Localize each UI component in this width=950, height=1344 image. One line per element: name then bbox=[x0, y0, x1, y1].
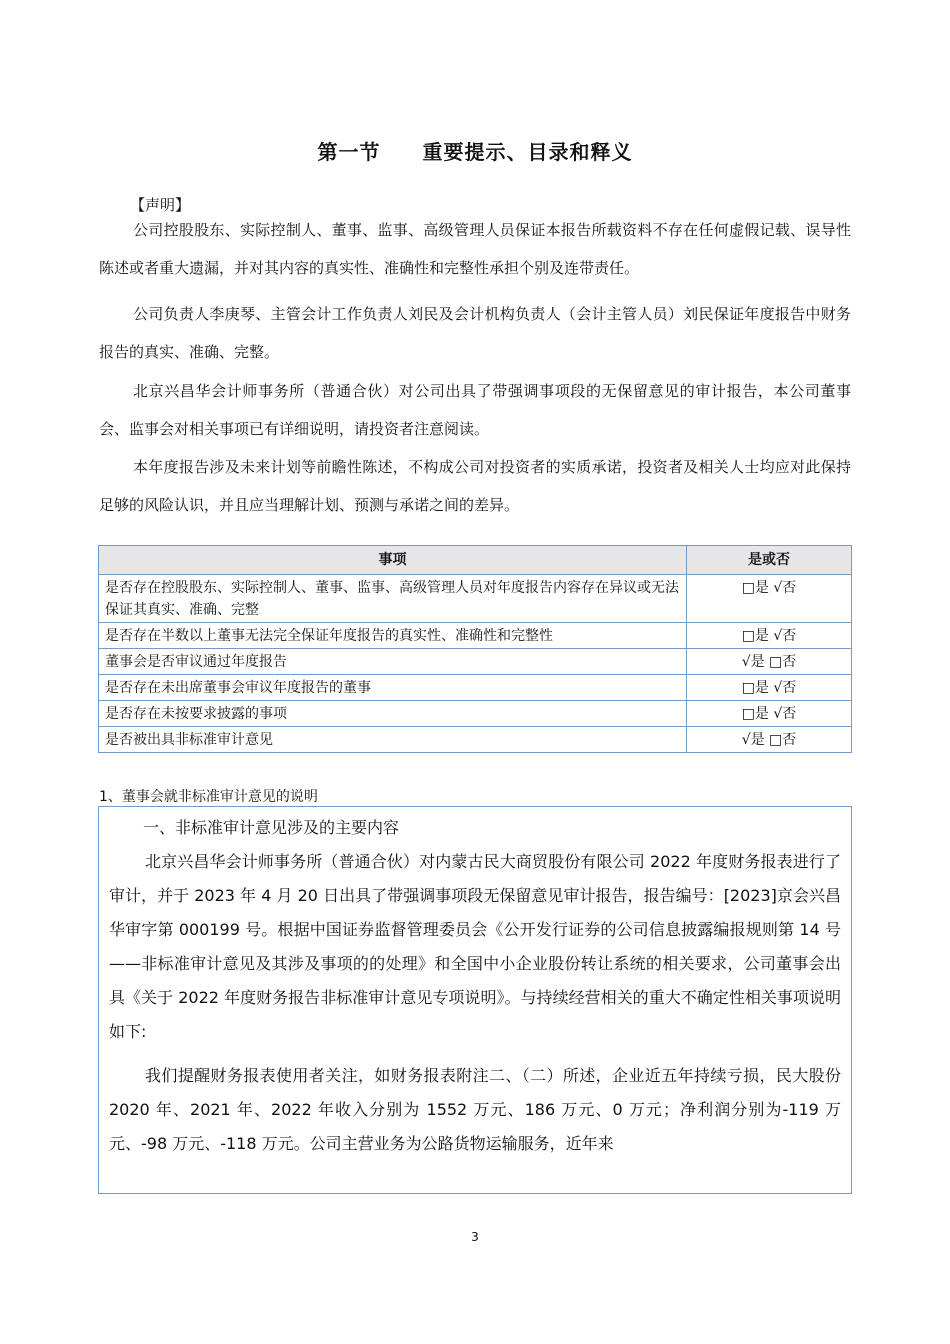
non-standard-opinion-box bbox=[98, 806, 852, 1194]
table-row bbox=[99, 701, 852, 727]
row-answer: √是 □否 bbox=[687, 727, 852, 753]
row-item: 是否被出具非标准审计意见 bbox=[99, 727, 687, 753]
page-title: 第一节 重要提示、目录和释义 bbox=[317, 140, 633, 164]
row-answer: □是 √否 bbox=[687, 623, 852, 649]
header-matter: 事项 bbox=[99, 546, 687, 575]
box-paragraph-audit: 北京兴昌华会计师事务所（普通合伙）对内蒙古民大商贸股份有限公司 2022 年度财务报表进行了审计，并于 2023 年 4 月 20 日出具了带强调事项段无保留意见审计报告，报告编号：[2023]京会兴昌华审字第 000199 号。根据中国证券监督管理委员会《公开发行证券的公司信息披露编报规则第 14 号——非标准审计意见及其涉及事项的的处理》和全国中小企业股份转让系统的相关要求，公司董事会出具《关于 2022 年度财务报告非标准审计意见专项说明》。与持续经营相关的重大不确定性相关事项说明如下: bbox=[109, 852, 841, 1041]
row-item: 是否存在控股股东、实际控制人、董事、监事、高级管理人员对年度报告内容存在异议或无法保证其真实、准确、完整 bbox=[99, 575, 687, 623]
box-paragraph-going-concern: 我们提醒财务报表使用者关注，如财务报表附注二、（二）所述，企业近五年持续亏损，民大股份 2020 年、2021 年、2022 年收入分别为 1552 万元、186 万元、0 万元；净利润分别为-119 万元、-98 万元、-118 万元。公司主营业务为公路货物运输服务，近年来 bbox=[109, 1066, 841, 1153]
header-yes-no: 是或否 bbox=[687, 546, 852, 575]
row-answer: □是 √否 bbox=[687, 675, 852, 701]
row-item: 董事会是否审议通过年度报告 bbox=[99, 649, 687, 675]
table-row bbox=[99, 649, 852, 675]
responsibility-paragraph: 公司负责人李庚琴、主管会计工作负责人刘民及会计机构负责人（会计主管人员）刘民保证年度报告中财务报告的真实、准确、完整。 bbox=[99, 305, 851, 361]
matters-table bbox=[98, 545, 852, 753]
box-subheading: 一、非标准审计意见涉及的主要内容 bbox=[143, 818, 400, 837]
table-header-row bbox=[99, 546, 852, 575]
statement-label: 【声明】 bbox=[130, 196, 191, 214]
audit-paragraph: 北京兴昌华会计师事务所（普通合伙）对公司出具了带强调事项段的无保留意见的审计报告，本公司董事会、监事会对相关事项已有详细说明，请投资者注意阅读。 bbox=[99, 382, 851, 438]
declaration-paragraph: 公司控股股东、实际控制人、董事、监事、高级管理人员保证本报告所载资料不存在任何虚假记载、误导性陈述或者重大遗漏，并对其内容的真实性、准确性和完整性承担个别及连带责任。 bbox=[99, 221, 851, 277]
row-item: 是否存在未出席董事会审议年度报告的董事 bbox=[99, 675, 687, 701]
row-item: 是否存在半数以上董事无法完全保证年度报告的真实性、准确性和完整性 bbox=[99, 623, 687, 649]
forward-looking-paragraph: 本年度报告涉及未来计划等前瞻性陈述，不构成公司对投资者的实质承诺，投资者及相关人士均应对此保持足够的风险认识，并且应当理解计划、预测与承诺之间的差异。 bbox=[99, 458, 851, 514]
table-row bbox=[99, 675, 852, 701]
row-item: 是否存在未按要求披露的事项 bbox=[99, 701, 687, 727]
table-row bbox=[99, 575, 852, 623]
row-answer: □是 √否 bbox=[687, 575, 852, 623]
section-heading: 1、董事会就非标准审计意见的说明 bbox=[99, 789, 318, 805]
table-row bbox=[99, 623, 852, 649]
page-number: 3 bbox=[471, 1230, 479, 1244]
row-answer: √是 □否 bbox=[687, 649, 852, 675]
row-answer: □是 √否 bbox=[687, 701, 852, 727]
table-row bbox=[99, 727, 852, 753]
